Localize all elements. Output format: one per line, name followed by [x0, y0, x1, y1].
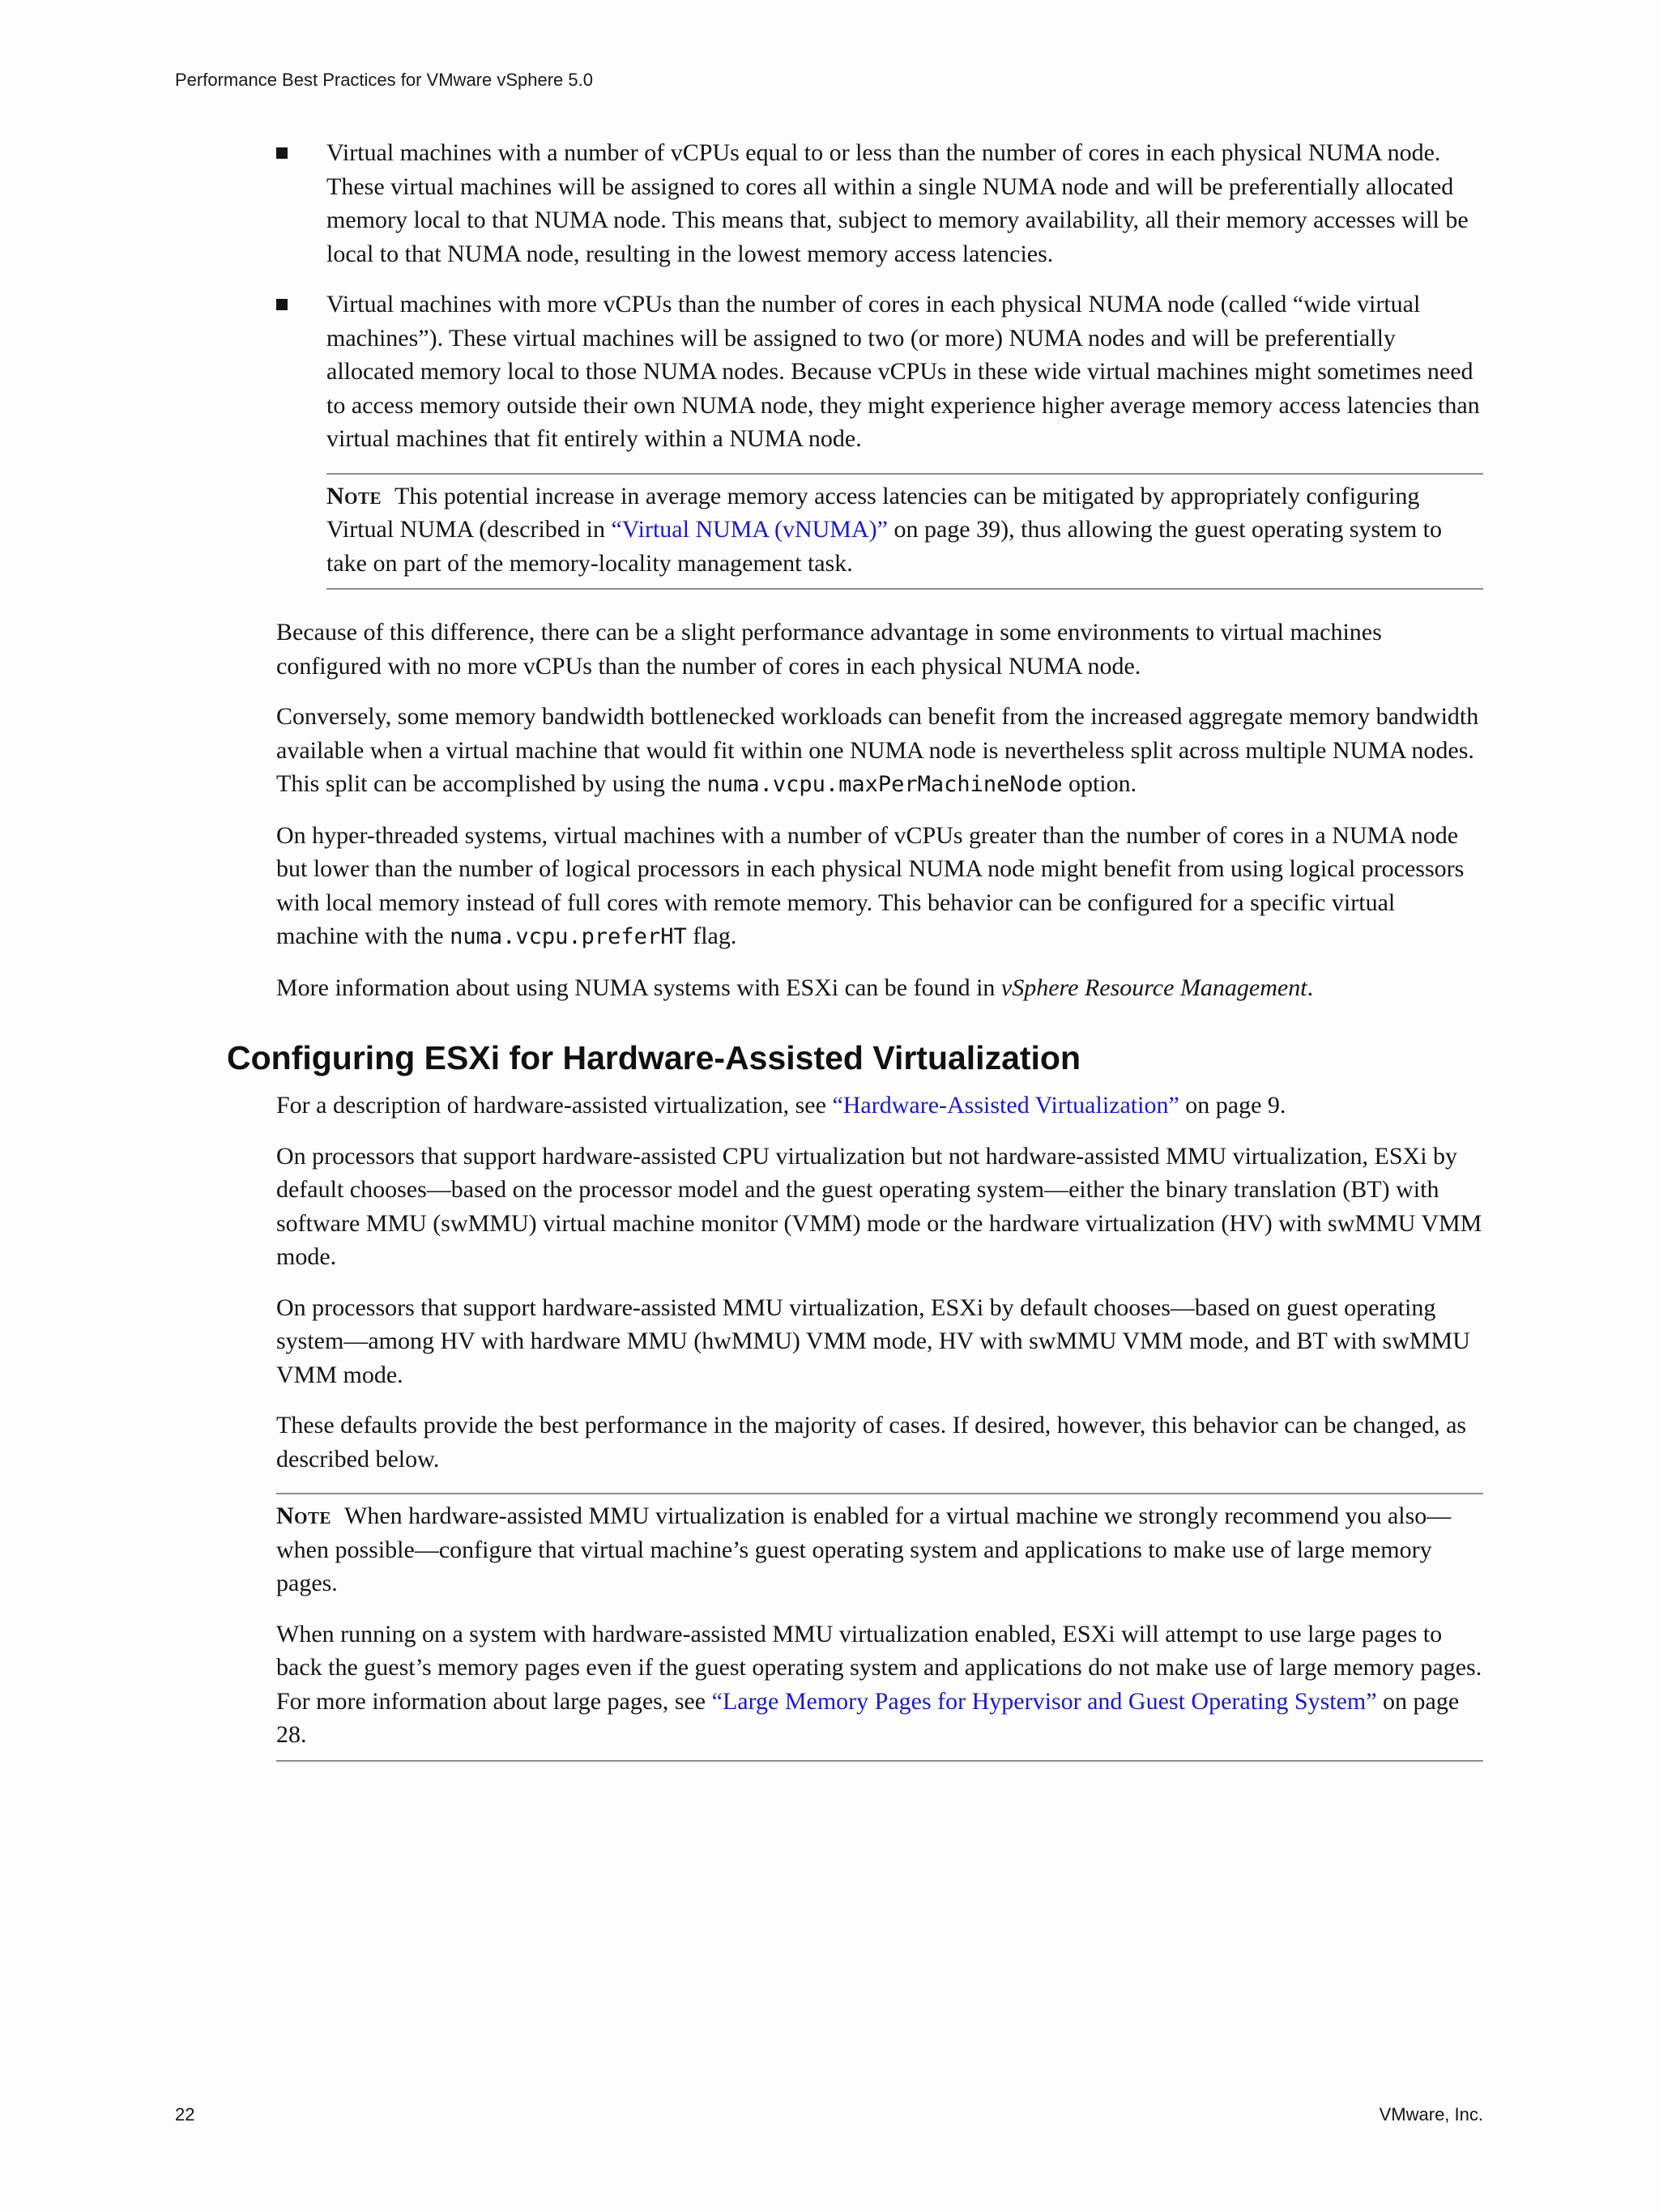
paragraph: On processors that support hardware-assisted MMU virtualization, ESXi by default chooses—based on guest operating system—among HV with hardware MMU (hwMMU) VMM mode, HV with swMMU VMM mode, and BT with swMMU VMM mode.: [276, 1294, 1470, 1388]
paragraph: [276, 819, 1483, 954]
paragraph-text: Conversely, some memory bandwidth bottlenecked workloads can benefit from the increased aggregate memory bandwidth available when a virtual machine that would fit within one NUMA node is nevertheless split across multiple NUMA nodes. This split can be accomplished by using the: [276, 703, 1479, 797]
paragraph: [276, 1089, 1483, 1123]
note-paragraph: [276, 1499, 1483, 1600]
running-header: Performance Best Practices for VMware vSphere 5.0: [175, 70, 593, 90]
code-flag: numa.vcpu.preferHT: [450, 924, 687, 949]
note-text: on page 39), thus allowing the guest operating system to take on part of the memory-locality management task.: [326, 516, 1443, 577]
paragraph-text: .: [1307, 974, 1314, 1001]
page-content: [227, 136, 1483, 1788]
note-box-vnuma: [326, 473, 1483, 590]
section-heading: Configuring ESXi for Hardware-Assisted Virtualization: [227, 1039, 1081, 1076]
paragraph-text: flag.: [686, 923, 737, 949]
code-option: numa.vcpu.maxPerMachineNode: [706, 772, 1063, 797]
paragraph: [276, 700, 1483, 802]
paragraph-text: On hyper-threaded systems, virtual machines with a number of vCPUs greater than the number of cores in a NUMA node but lower than the number of logical processors in each physical NUMA node might benefit from using logical processors with local memory instead of full cores with remote memory. This behavior can be configured for a specific virtual machine with the: [276, 821, 1465, 949]
paragraph: On processors that support hardware-assisted CPU virtualization but not hardware-assisted MMU virtualization, ESXi by default chooses—based on the processor model and the guest operating system—either the binary translation (BT) with software MMU (swMMU) virtual machine monitor (VMM) mode or the hardware virtualization (HV) with swMMU VMM mode.: [276, 1142, 1482, 1270]
note-text: on page 28.: [276, 1687, 1460, 1748]
note-text: When hardware-assisted MMU virtualization is enabled for a virtual machine we strongly recommend you also—when possible—configure that virtual machine’s guest operating system and applications to make use of large memory pages.: [276, 1502, 1452, 1596]
note-box-mmu: [276, 1493, 1483, 1762]
bullet-text: Virtual machines with a number of vCPUs equal to or less than the number of cores in each physical NUMA node. These virtual machines will be assigned to cores all within a single NUMA node and will be preferentially allocated memory local to that NUMA node. This means that, subject to memory availability, all their memory accesses will be local to that NUMA node, resulting in the lowest memory access latencies.: [326, 139, 1469, 267]
link-large-memory-pages[interactable]: “Large Memory Pages for Hypervisor and Guest Operating System”: [711, 1687, 1377, 1715]
note-text: When running on a system with hardware-assisted MMU virtualization enabled, ESXi will attempt to use large pages to back the guest’s memory pages even if the guest operating system and applications do not make use of large memory pages. For more information about large pages, see: [276, 1620, 1482, 1715]
paragraph: [276, 971, 1483, 1005]
bullet-item: [276, 136, 1483, 271]
paragraph: These defaults provide the best performance in the majority of cases. If desired, however, this behavior can be changed, as described below.: [276, 1412, 1467, 1473]
paragraph-text: option.: [1062, 770, 1137, 797]
footer-company: VMware, Inc.: [1379, 2104, 1483, 2125]
note-label: Note: [276, 1502, 332, 1529]
bullet-item: [276, 288, 1483, 456]
paragraph: Because of this difference, there can be a slight performance advantage in some environments to virtual machines configured with no more vCPUs than the number of cores in each physical NUMA node.: [276, 619, 1382, 680]
paragraph-text: More information about using NUMA systems with ESXi can be found in: [276, 974, 1001, 1001]
paragraph-text: For a description of hardware-assisted virtualization, see: [276, 1092, 833, 1119]
link-hardware-assisted-virtualization[interactable]: “Hardware-Assisted Virtualization”: [832, 1092, 1179, 1119]
square-bullet-icon: [276, 147, 288, 159]
note-paragraph: [276, 1617, 1483, 1752]
note-label: Note: [326, 482, 382, 509]
paragraph-text: on page 9.: [1179, 1092, 1286, 1119]
page-number: 22: [175, 2104, 195, 2125]
link-virtual-numa[interactable]: “Virtual NUMA (vNUMA)”: [611, 516, 888, 543]
note-text: This potential increase in average memory access latencies can be mitigated by appropriately configuring Virtual NUMA (described in: [326, 482, 1420, 543]
bullet-text: Virtual machines with more vCPUs than the number of cores in each physical NUMA node (called “wide virtual machines”). These virtual machines will be assigned to two (or more) NUMA nodes and will be preferentially allocated memory local to those NUMA nodes. Because vCPUs in these wide virtual machines might sometimes need to access memory outside their own NUMA node, they might experience higher average memory access latencies than virtual machines that fit entirely within a NUMA node.: [326, 291, 1480, 452]
book-title: vSphere Resource Management: [1000, 974, 1307, 1001]
square-bullet-icon: [276, 299, 288, 310]
